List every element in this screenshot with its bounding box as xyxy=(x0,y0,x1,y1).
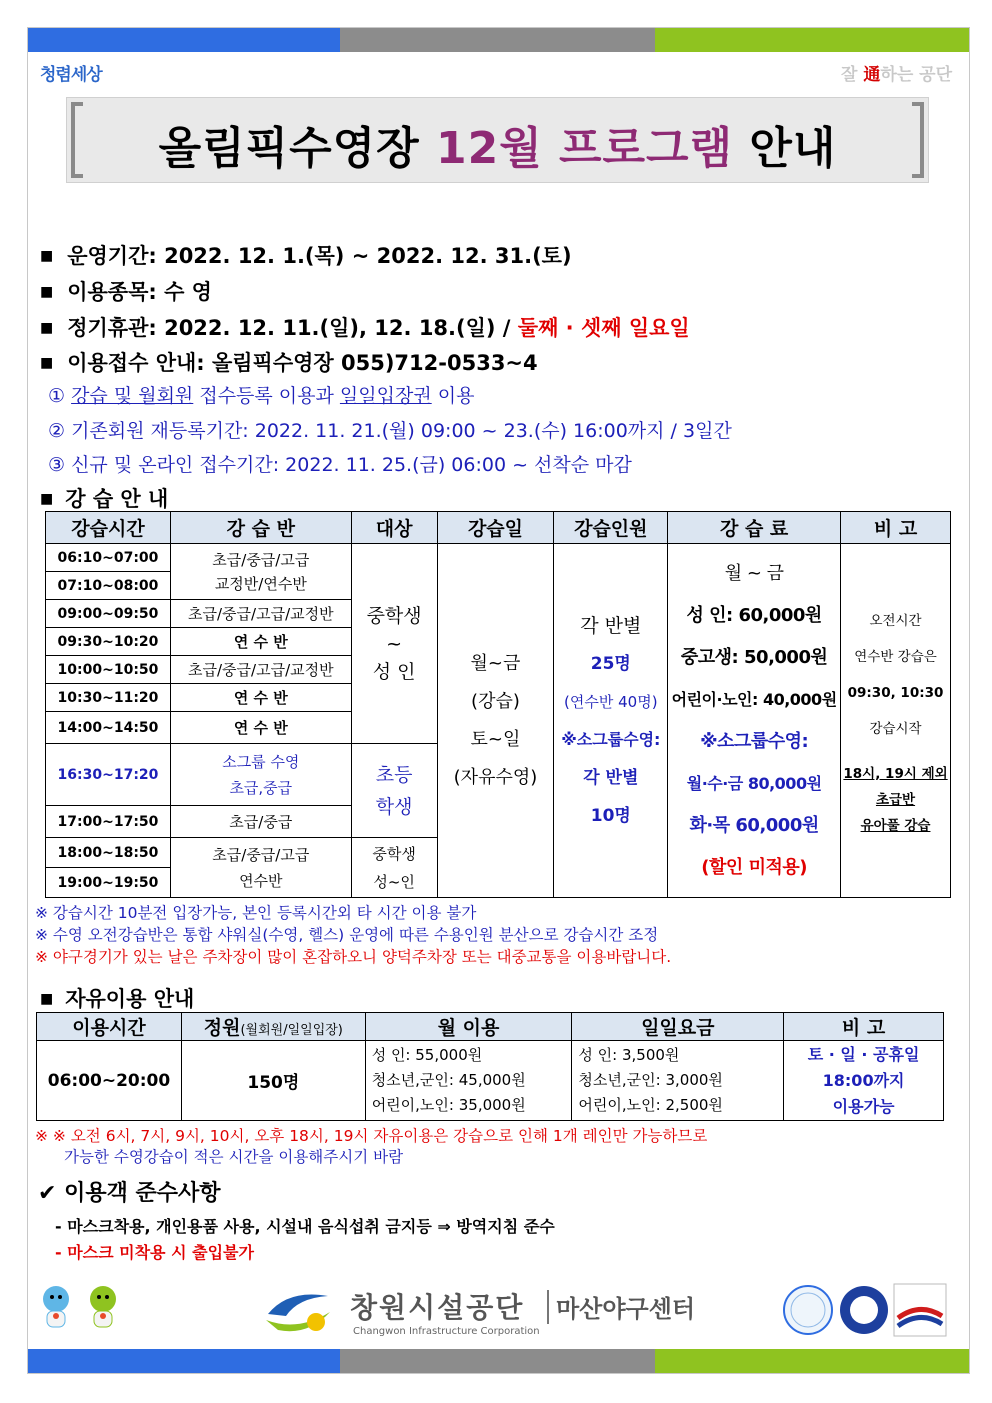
remark-cell xyxy=(841,544,951,898)
col-header: 월 이용 xyxy=(365,1013,572,1041)
days-line: 월~금 xyxy=(470,652,521,674)
col-header: 강습인원 xyxy=(554,512,668,544)
daily-fee-cell xyxy=(572,1041,784,1121)
free-time-cell: 06:00~20:00 xyxy=(37,1041,182,1121)
rule-1: - 마스크착용, 개인용품 사용, 시설내 음식섭취 금지등 ⇒ 방역지침 준수 xyxy=(55,1217,555,1236)
remark-line: 유아풀 강습 xyxy=(860,817,931,834)
class-cell: 소그룹 수영 초급,중급 xyxy=(170,744,351,806)
people-line: 각 반별 xyxy=(580,614,642,637)
slogan-logo: 잘 通하는 공단 xyxy=(841,65,952,85)
remark-line: 강습시작 xyxy=(869,720,922,737)
col-header: 강습시간 xyxy=(46,512,171,544)
col-header: 비 고 xyxy=(784,1013,944,1041)
class-cell: 초급/중급/고급/교정반 xyxy=(170,600,351,628)
fee-line: 월 ~ 금 xyxy=(724,562,784,584)
note-2: ※ 수영 오전강습반은 통합 샤워실(수영, 헬스) 운영에 따른 수용인원 분산으로 강습시간 조정 xyxy=(35,926,659,944)
people-cell xyxy=(554,544,668,898)
note-line: 이용가능 xyxy=(832,1096,895,1116)
col-header: 이용시간 xyxy=(37,1013,182,1041)
fee-line: ※소그룹수영: xyxy=(700,730,809,752)
fee-line: 화·목 60,000원 xyxy=(689,814,819,836)
time-cell: 10:00~10:50 xyxy=(46,656,171,684)
fee-line: 성 인: 55,000원 xyxy=(371,1046,483,1064)
free-capacity-cell: 150명 xyxy=(181,1041,365,1121)
bottom-bar-green xyxy=(655,1349,969,1373)
col-header: 대상 xyxy=(351,512,437,544)
sub-item-2: ② 기존회원 재등록기간: 2022. 11. 21.(월) 09:00 ~ 23.(수) 16:00까지 / 3일간 xyxy=(48,420,732,442)
class-cell: 초급/중급 xyxy=(170,806,351,838)
fee-line: 월·수·금 80,000원 xyxy=(686,773,822,793)
bottom-bar-blue xyxy=(28,1349,340,1373)
remark-line: 18시, 19시 제외 xyxy=(843,765,948,782)
days-cell xyxy=(437,544,554,898)
footer-divider xyxy=(547,1290,549,1324)
class-cell: 초급/중급/고급 연수반 xyxy=(170,838,351,898)
rule-2: - 마스크 미착용 시 출입불가 xyxy=(55,1243,254,1262)
target-cell: 중학생 ~ 성 인 xyxy=(351,544,437,744)
free-heading: ■ 자유이용 안내 xyxy=(40,987,195,1011)
people-line: (연수반 40명) xyxy=(564,692,658,711)
col-header: 일일요금 xyxy=(572,1013,784,1041)
time-cell: 14:00~14:50 xyxy=(46,712,171,744)
fee-line: 어린이,노인: 35,000원 xyxy=(371,1096,526,1114)
top-bar-gray xyxy=(340,28,655,52)
info-event: ■ 이용종목: 수 영 xyxy=(40,280,212,304)
note-line: 토 · 일 · 공휴일 xyxy=(807,1044,920,1064)
human-rights-badge-icon xyxy=(838,1284,890,1336)
col-header: 정원(월회원/일일입장) xyxy=(181,1013,365,1041)
time-cell: 17:00~17:50 xyxy=(46,806,171,838)
fee-line: 어린이,노인: 2,500원 xyxy=(578,1096,723,1114)
target-cell: 초등 학생 xyxy=(351,744,437,838)
remark-line: 09:30, 10:30 xyxy=(847,684,944,701)
time-cell: 06:10~07:00 xyxy=(46,544,171,572)
days-line: (강습) xyxy=(471,690,520,712)
info-contact: ■ 이용접수 안내: 올림픽수영장 055)712-0533~4 xyxy=(40,351,538,375)
org-name-english: Changwon Infrastructure Corporation xyxy=(353,1326,540,1337)
free-header-row xyxy=(37,1013,944,1041)
bottom-bar-gray xyxy=(340,1349,655,1373)
page-title: 올림픽수영장 12월 프로그램 안내 xyxy=(158,123,837,174)
people-line: 25명 xyxy=(590,653,631,674)
time-cell: 09:30~10:20 xyxy=(46,628,171,656)
people-line: ※소그룹수영: xyxy=(561,729,661,749)
fee-line: 성 인: 60,000원 xyxy=(686,604,822,626)
fee-line: 어린이·노인: 40,000원 xyxy=(671,689,837,709)
days-line: (자유수영) xyxy=(453,766,538,788)
remark-line: 초급반 xyxy=(875,791,916,808)
sub-item-3: ③ 신규 및 온라인 접수기간: 2022. 11. 25.(금) 06:00 ~ 선착순 마감 xyxy=(48,454,632,476)
time-cell: 09:00~09:50 xyxy=(46,600,171,628)
class-cell: 연 수 반 xyxy=(170,684,351,712)
lesson-table xyxy=(45,511,951,898)
free-note-cell xyxy=(784,1041,944,1121)
sub-item-1: ① 강습 및 월회원 접수등록 이용과 일일입장권 이용 xyxy=(48,385,475,407)
time-cell: 19:00~19:50 xyxy=(46,868,171,898)
col-header: 강습일 xyxy=(437,512,554,544)
fee-line: 성 인: 3,500원 xyxy=(578,1046,680,1064)
fee-line: 중고생: 50,000원 xyxy=(680,646,828,668)
center-name: 마산야구센터 xyxy=(556,1295,696,1323)
class-cell: 연 수 반 xyxy=(170,712,351,744)
fee-cell xyxy=(668,544,841,898)
note-3: ※ 야구경기가 있는 날은 주차장이 많이 혼잡하오니 양덕주차장 또는 대중교통을 이용바랍니다. xyxy=(35,948,672,966)
people-line: 10명 xyxy=(590,805,631,826)
info-closed: ■ 정기휴관: 2022. 12. 11.(일), 12. 18.(일) / 둘째 · 셋째 일요일 xyxy=(40,316,690,340)
clean-world-logo: 청렴세상 xyxy=(40,65,102,85)
col-header: 강 습 료 xyxy=(668,512,841,544)
note-1: ※ 강습시간 10분전 입장가능, 본인 등록시간외 타 시간 이용 불가 xyxy=(35,904,477,922)
time-cell: 18:00~18:50 xyxy=(46,838,171,868)
remark-line: 연수반 강습은 xyxy=(854,648,937,665)
org-name: 창원시설공단 xyxy=(350,1291,525,1324)
time-cell: 07:10~08:00 xyxy=(46,572,171,600)
remark-line: 오전시간 xyxy=(869,612,922,629)
fee-line: (할인 미적용) xyxy=(701,856,807,878)
info-period: ■ 운영기간: 2022. 12. 1.(목) ~ 2022. 12. 31.(토) xyxy=(40,244,572,268)
class-cell: 초급/중급/고급 교정반/연수반 xyxy=(170,544,351,600)
class-cell: 초급/중급/고급/교정반 xyxy=(170,656,351,684)
mascot-icon xyxy=(37,1283,75,1333)
class-cell: 연 수 반 xyxy=(170,628,351,656)
free-use-table xyxy=(36,1012,944,1121)
note-line: 18:00까지 xyxy=(822,1070,905,1090)
days-line: 토~일 xyxy=(470,728,521,750)
rules-heading: ✔ 이용객 준수사항 xyxy=(38,1181,221,1206)
free-warning: ※ ※ 오전 6시, 7시, 9시, 10시, 오후 18시, 19시 자유이용은 강습으로 인해 1개 레인만 가능하므로 xyxy=(35,1127,708,1145)
title-box xyxy=(66,97,929,183)
lesson-header-row xyxy=(46,512,951,544)
col-header: 강 습 반 xyxy=(170,512,351,544)
target-cell: 중학생 성~인 xyxy=(351,838,437,898)
time-cell: 16:30~17:20 xyxy=(46,744,171,806)
fee-line: 청소년,군인: 3,000원 xyxy=(578,1071,723,1089)
fee-line: 청소년,군인: 45,000원 xyxy=(371,1071,526,1089)
top-bar-blue xyxy=(28,28,340,52)
free-warning-2: 가능한 수영강습이 적은 시간을 이용해주시기 바람 xyxy=(64,1148,404,1166)
mascot-icon xyxy=(84,1283,122,1333)
time-cell: 10:30~11:20 xyxy=(46,684,171,712)
col-header: 비 고 xyxy=(841,512,951,544)
top-bar-green xyxy=(655,28,969,52)
people-line: 각 반별 xyxy=(583,767,639,788)
gyeongnam-emblem-icon xyxy=(258,1284,338,1340)
lesson-heading: ■ 강 습 안 내 xyxy=(40,487,169,511)
ccm-badge-icon xyxy=(780,1284,836,1336)
monthly-fee-cell xyxy=(365,1041,572,1121)
certification-emblem-icon xyxy=(892,1282,948,1338)
